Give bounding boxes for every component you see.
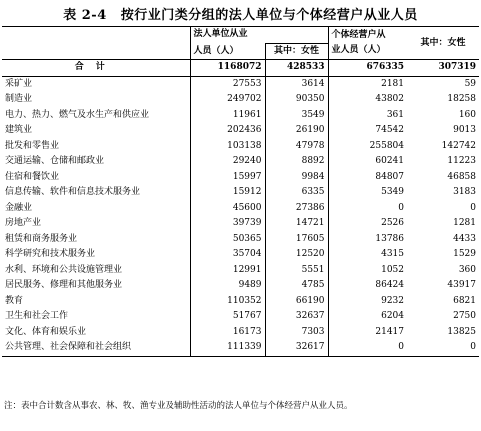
table-title	[0, 4, 481, 23]
legal-female-cell: 3549	[265, 108, 328, 124]
indiv-count-cell: 2181	[328, 76, 407, 92]
table-row	[2, 92, 479, 108]
legal-count-cell: 51767	[190, 309, 265, 325]
indiv-female-cell: 59	[464, 78, 477, 89]
indiv-female-cell: 0	[470, 202, 477, 213]
total-indiv: 676335	[328, 60, 407, 77]
indiv-count-cell: 2526	[328, 216, 407, 232]
indiv-count-cell: 74542	[328, 123, 407, 139]
table-title-text: 按行业门类分组的法人单位与个体经营户从业人员	[120, 8, 418, 23]
table-row	[2, 108, 479, 124]
legal-female-cell: 47978	[265, 139, 328, 155]
total-indiv-female: 307319	[407, 60, 479, 77]
table-row	[2, 309, 479, 325]
legal-count-cell: 50365	[190, 232, 265, 248]
table-row	[2, 216, 479, 232]
legal-female-cell: 17605	[265, 232, 328, 248]
data-table-container	[2, 26, 479, 357]
legal-count-cell: 15912	[190, 185, 265, 201]
footnote: 注：表中合计数含从事农、林、牧、渔专业及辅助性活动的法人单位与个体经营户从业人员。	[4, 401, 353, 411]
table-row	[2, 263, 479, 279]
header-indiv-line1: 个体经营户从	[331, 30, 386, 40]
industry-name-cell: 科学研究和技术服务业	[5, 249, 96, 260]
industry-name-cell: 卫生和社会工作	[5, 311, 69, 322]
indiv-count-cell: 9232	[328, 294, 407, 310]
table-number: 表 2-4	[63, 8, 107, 23]
indiv-female-cell: 4433	[453, 233, 477, 244]
indiv-count-cell: 4315	[328, 247, 407, 263]
industry-name-cell: 建筑业	[5, 125, 33, 136]
legal-female-cell: 6335	[265, 185, 328, 201]
indiv-count-cell: 6204	[328, 309, 407, 325]
total-legal-female: 428533	[265, 60, 328, 77]
table-row	[2, 247, 479, 263]
indiv-female-cell: 160	[458, 109, 477, 120]
legal-count-cell: 110352	[190, 294, 265, 310]
industry-name-cell: 交通运输、仓储和邮政业	[5, 156, 105, 167]
header-indiv-line2: 业人员（人）	[331, 45, 386, 55]
header-row	[2, 27, 479, 44]
legal-female-cell: 4785	[265, 278, 328, 294]
legal-count-cell: 103138	[190, 139, 265, 155]
legal-count-cell: 249702	[190, 92, 265, 108]
indiv-female-cell: 3183	[453, 187, 477, 198]
legal-female-cell: 32617	[265, 340, 328, 356]
legal-count-cell: 202436	[190, 123, 265, 139]
table-row	[2, 201, 479, 217]
industry-name-cell: 房地产业	[5, 218, 42, 229]
total-legal: 1168072	[190, 60, 265, 77]
header-indiv-group	[328, 27, 407, 60]
indiv-count-cell: 84807	[328, 170, 407, 186]
table-row	[2, 76, 479, 92]
indiv-female-cell: 43917	[447, 280, 477, 291]
indiv-female-cell: 13825	[447, 326, 477, 337]
legal-female-cell: 26190	[265, 123, 328, 139]
table-row	[2, 123, 479, 139]
legal-count-cell: 27553	[190, 76, 265, 92]
industry-name-cell: 电力、热力、燃气及水生产和供应业	[5, 109, 150, 120]
legal-female-cell: 5551	[265, 263, 328, 279]
industry-name-cell: 信息传输、软件和信息技术服务业	[5, 187, 141, 198]
data-table	[2, 26, 479, 357]
legal-female-cell: 90350	[265, 92, 328, 108]
industry-name-cell: 公共管理、社会保障和社会组织	[2, 340, 190, 356]
industry-name-cell: 住宿和餐饮业	[5, 171, 60, 182]
header-industry-blank	[2, 27, 190, 60]
industry-name-cell: 水利、环境和公共设施管理业	[5, 264, 123, 275]
industry-name-cell: 采矿业	[5, 78, 33, 89]
legal-count-cell: 12991	[190, 263, 265, 279]
indiv-count-cell: 255804	[328, 139, 407, 155]
table-row	[2, 294, 479, 310]
indiv-female-cell: 0	[407, 340, 479, 356]
indiv-count-cell: 0	[328, 201, 407, 217]
industry-name-cell: 批发和零售业	[5, 140, 60, 151]
table-row	[2, 232, 479, 248]
indiv-female-cell: 2750	[453, 311, 477, 322]
industry-name-cell: 金融业	[5, 202, 33, 213]
legal-count-cell: 39739	[190, 216, 265, 232]
legal-count-cell: 45600	[190, 201, 265, 217]
table-row	[2, 185, 479, 201]
industry-name-cell: 租赁和商务服务业	[5, 233, 78, 244]
legal-count-cell: 35704	[190, 247, 265, 263]
indiv-female-cell: 46858	[447, 171, 477, 182]
legal-count-cell: 111339	[190, 340, 265, 356]
legal-count-cell: 9489	[190, 278, 265, 294]
indiv-count-cell: 60241	[328, 154, 407, 170]
legal-female-cell: 3614	[265, 76, 328, 92]
indiv-count-cell: 1052	[328, 263, 407, 279]
total-row	[2, 60, 479, 77]
indiv-female-cell: 6821	[453, 295, 477, 306]
legal-female-cell: 8892	[265, 154, 328, 170]
legal-female-cell: 14721	[265, 216, 328, 232]
legal-female-cell: 66190	[265, 294, 328, 310]
legal-count-cell: 11961	[190, 108, 265, 124]
legal-female-cell: 12520	[265, 247, 328, 263]
table-row	[2, 170, 479, 186]
table-row	[2, 340, 479, 356]
legal-female-cell: 7303	[265, 325, 328, 341]
legal-female-cell: 27386	[265, 201, 328, 217]
indiv-female-cell: 18258	[447, 94, 477, 105]
legal-count-cell: 15997	[190, 170, 265, 186]
indiv-female-cell: 11223	[447, 156, 477, 167]
header-legal-line1: 法人单位从业	[193, 29, 248, 40]
header-legal-group	[190, 27, 328, 44]
header-legal-line2: 人员（人）	[190, 43, 265, 60]
indiv-female-cell: 142742	[441, 140, 477, 151]
indiv-count-cell: 86424	[328, 278, 407, 294]
legal-count-cell: 29240	[190, 154, 265, 170]
indiv-female-cell: 1281	[453, 218, 477, 229]
indiv-female-cell: 9013	[453, 125, 477, 136]
industry-name-cell: 制造业	[5, 94, 33, 105]
indiv-count-cell: 0	[328, 340, 407, 356]
total-label: 合计	[2, 60, 190, 77]
table-row	[2, 278, 479, 294]
indiv-count-cell: 361	[328, 108, 407, 124]
indiv-count-cell: 13786	[328, 232, 407, 248]
table-row	[2, 325, 479, 341]
indiv-count-cell: 21417	[328, 325, 407, 341]
industry-name-cell: 教育	[5, 295, 24, 306]
indiv-count-cell: 43802	[328, 92, 407, 108]
table-row	[2, 154, 479, 170]
indiv-female-cell: 360	[458, 264, 477, 275]
table-row	[2, 139, 479, 155]
table-body	[2, 76, 479, 356]
legal-female-cell: 9984	[265, 170, 328, 186]
industry-name-cell: 文化、体育和娱乐业	[5, 326, 87, 337]
indiv-female-cell: 1529	[453, 249, 477, 260]
indiv-count-cell: 5349	[328, 185, 407, 201]
legal-count-cell: 16173	[190, 325, 265, 341]
legal-female-cell: 32637	[265, 309, 328, 325]
header-indiv-female	[407, 27, 479, 60]
header-indiv-female-label: 其中：女性	[420, 37, 466, 48]
header-legal-female: 其中：女性	[265, 43, 328, 60]
industry-name-cell: 居民服务、修理和其他服务业	[5, 280, 123, 291]
